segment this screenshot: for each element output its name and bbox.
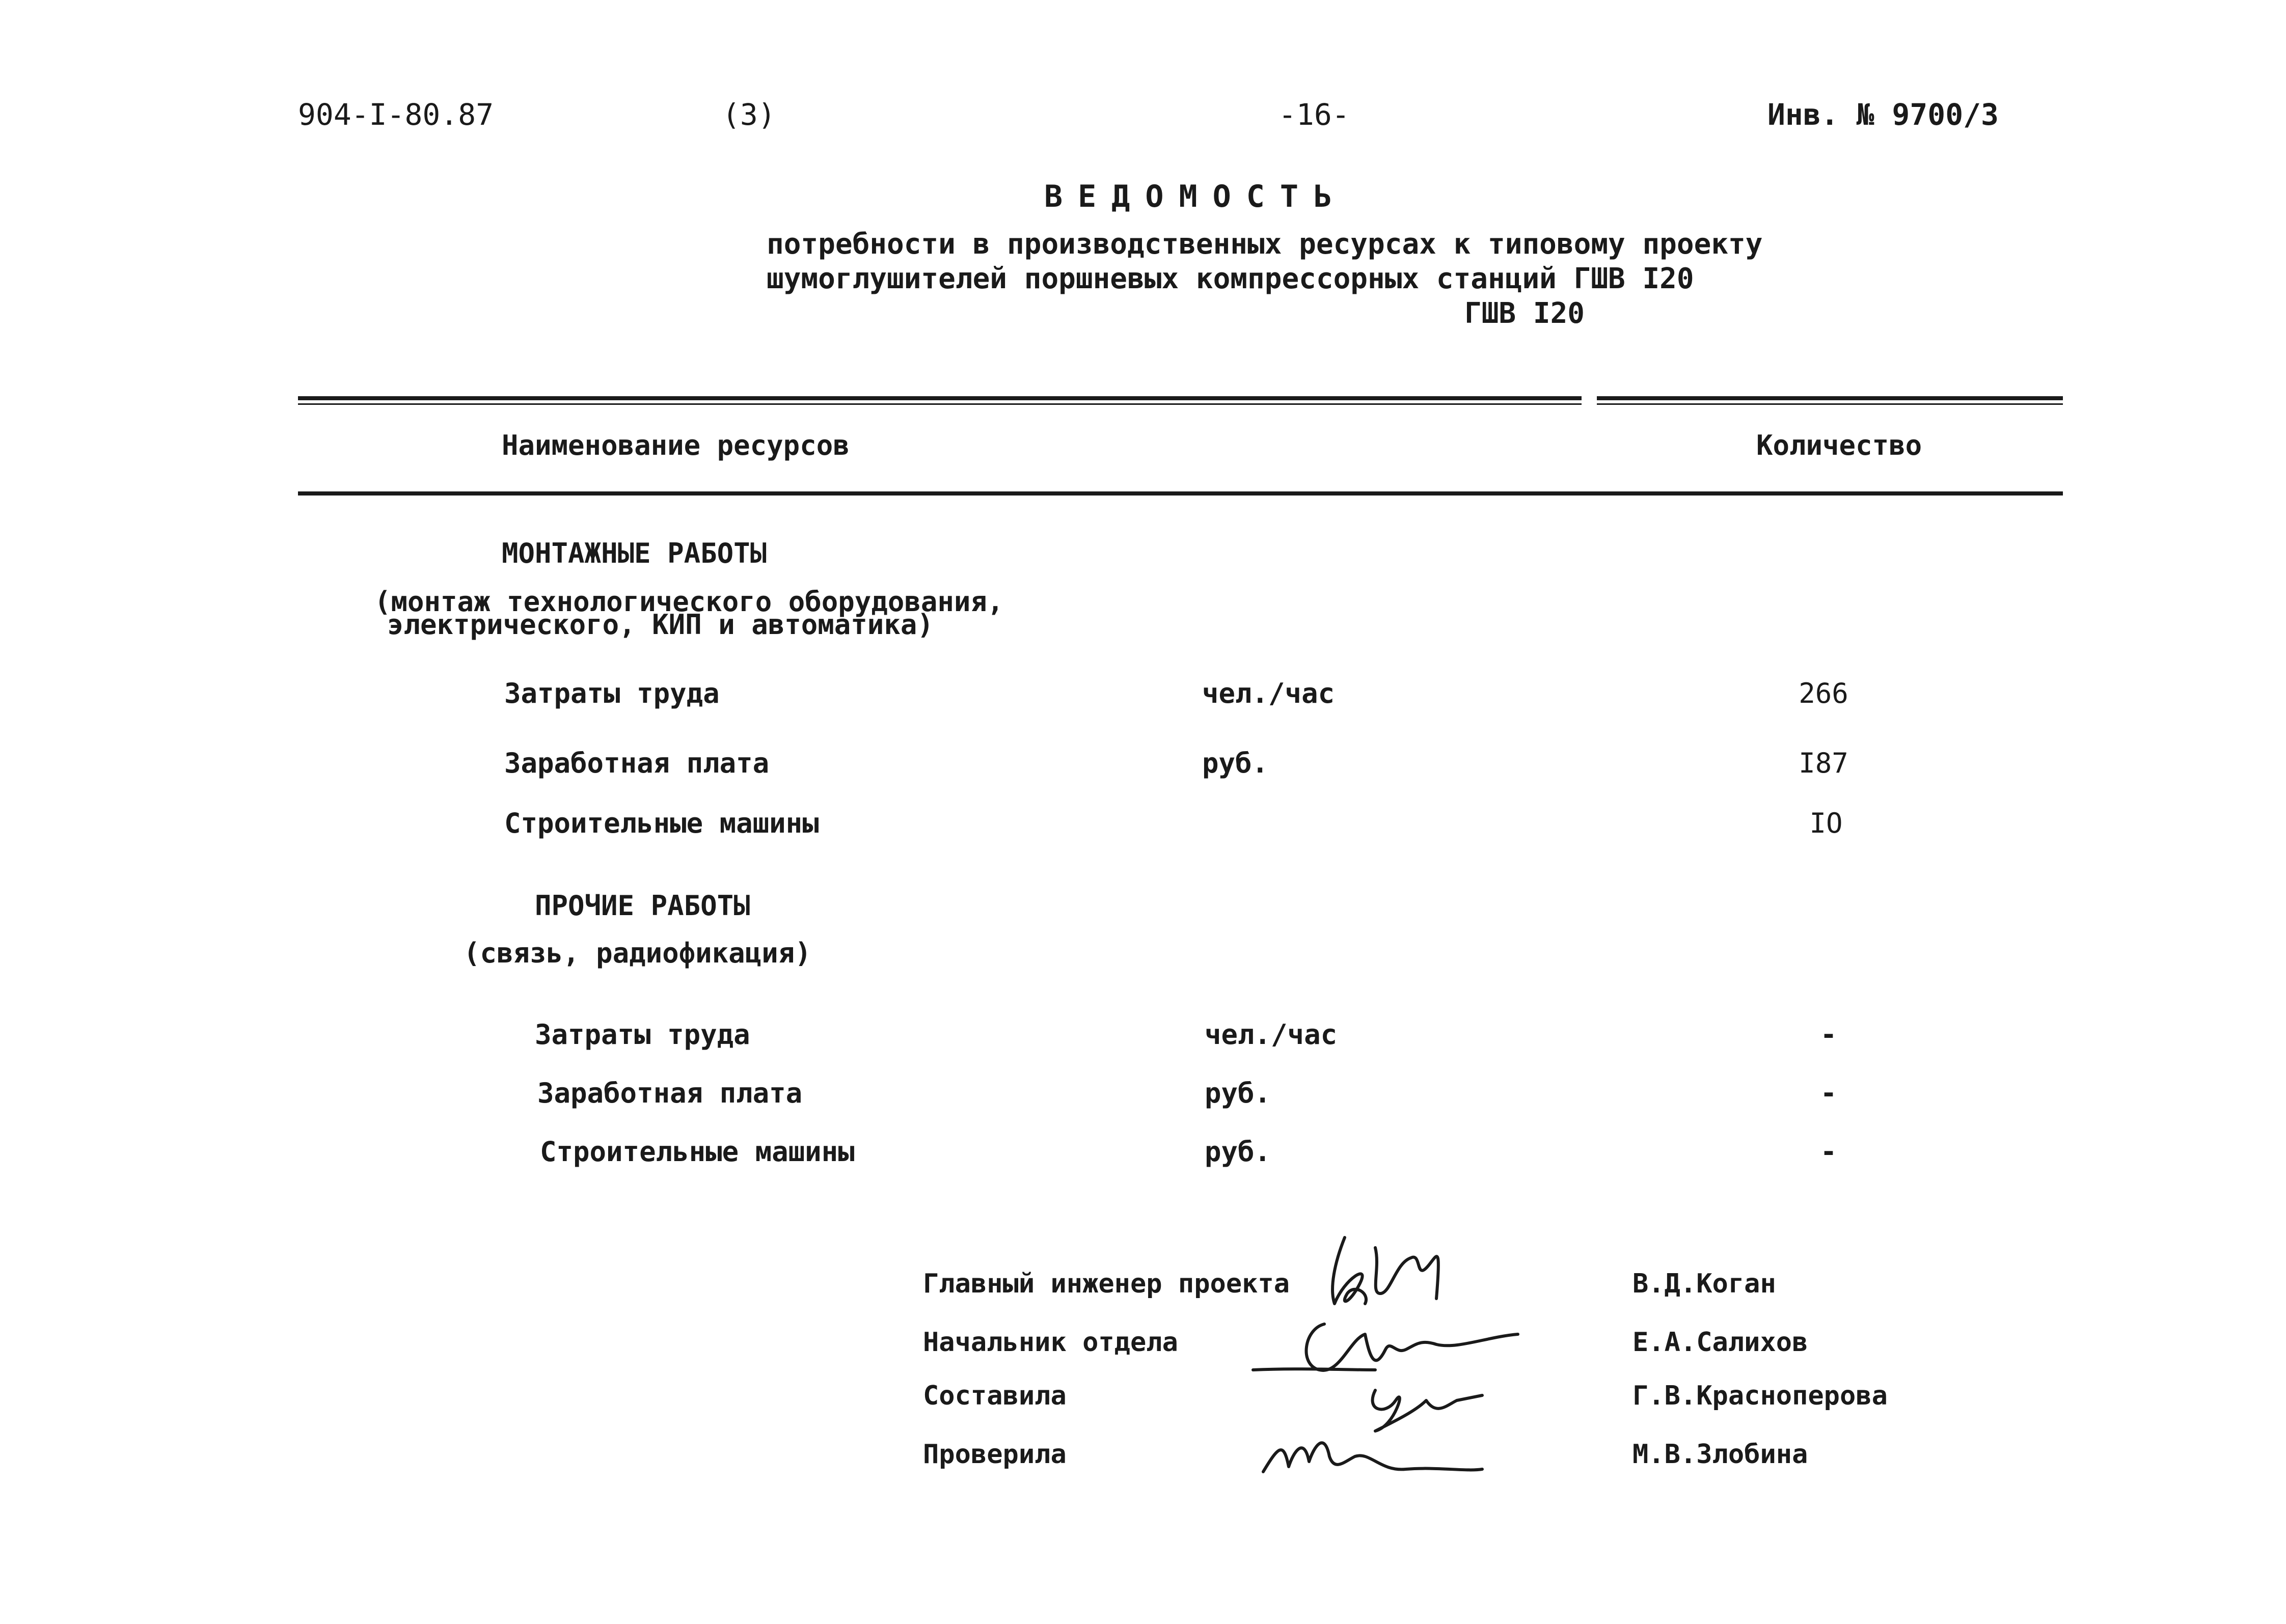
signature-name: Е.А.Салихов [1632, 1327, 1808, 1358]
signature-role: Составила [923, 1381, 1067, 1411]
table-row-unit: руб. [1205, 1077, 1271, 1109]
subtitle-line-1: потребности в производственных ресурсах к типовому проекту [767, 228, 1763, 261]
signature-4-stroke [1263, 1443, 1482, 1472]
table-row-qty: I87 [1799, 747, 1848, 779]
inventory-number: Инв. № 9700/3 [1767, 97, 1999, 132]
table-top-rule-left-thin [298, 403, 1582, 405]
table-row-unit: руб. [1202, 747, 1269, 779]
signature-2-stroke [1253, 1369, 1375, 1370]
section-1-title: МОНТАЖНЫЕ РАБОТЫ [502, 537, 767, 569]
table-row-name: Заработная плата [537, 1077, 803, 1109]
signature-name: М.В.Злобина [1632, 1439, 1808, 1470]
table-row-unit: руб. [1205, 1136, 1271, 1168]
document-code: 904-I-80.87 [298, 97, 494, 132]
table-row-name: Заработная плата [504, 747, 770, 779]
section-2-desc: (связь, радиофикация) [464, 937, 811, 969]
page-number: -16- [1278, 97, 1350, 132]
subtitle-line-2: шумоглушителей поршневых компрессорных станций ГШВ I20 [767, 262, 1694, 295]
table-row-qty: 266 [1799, 677, 1848, 709]
column-header-name: Наименование ресурсов [502, 429, 850, 461]
signature-role: Проверила [923, 1439, 1067, 1470]
signature-3-stroke [1373, 1390, 1482, 1431]
table-row-qty: - [1820, 1136, 1837, 1168]
table-row-qty: - [1820, 1019, 1837, 1051]
table-row-name: Затраты труда [504, 677, 720, 709]
table-row-name: Строительные машины [504, 807, 819, 839]
signature-2-stroke [1307, 1324, 1518, 1370]
section-1-desc-line-1: (монтаж технологического оборудования, [374, 586, 1004, 618]
section-2-title: ПРОЧИЕ РАБОТЫ [535, 890, 750, 922]
signature-1-stroke [1332, 1237, 1366, 1304]
table-header-bottom-rule [298, 491, 2063, 496]
table-row-name: Строительные машины [540, 1136, 855, 1168]
handwritten-signatures [1243, 1217, 1559, 1492]
section-1-desc-line-2: электрического, КИП и автоматика) [387, 609, 934, 641]
table-top-rule-left [298, 396, 1582, 400]
subtitle-line-3: ГШВ I20 [1464, 297, 1585, 330]
signature-role: Главный инженер проекта [923, 1269, 1290, 1299]
document-title: ВЕДОМОСТЬ [1044, 179, 1348, 214]
table-row-unit: чел./час [1205, 1019, 1338, 1051]
part-number: (3) [722, 97, 776, 132]
table-row-unit: чел./час [1202, 677, 1335, 709]
table-row-qty: IO [1809, 807, 1843, 839]
signature-1-stroke [1375, 1248, 1438, 1299]
signature-name: В.Д.Коган [1632, 1269, 1776, 1299]
signature-role: Начальник отдела [923, 1327, 1178, 1358]
table-top-rule-right [1597, 396, 2063, 400]
column-header-quantity: Количество [1756, 429, 1922, 461]
table-row-name: Затраты труда [535, 1019, 750, 1051]
table-row-qty: - [1820, 1077, 1837, 1109]
signature-name: Г.В.Красноперова [1632, 1381, 1888, 1411]
table-top-rule-right-thin [1597, 403, 2063, 405]
